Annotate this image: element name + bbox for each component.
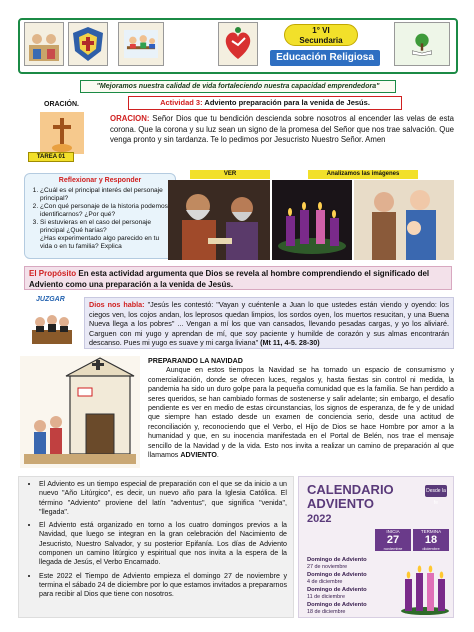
preparando-section: PREPARANDO LA NAVIDAD Aunque en estos tiempos la Navidad se ha tornado un espacio de consumismo y comercialización, donde se ofrecen luces, regalos y, hasta fiestas sin control ni medida, la pandemia ha sido un duro golpe para la pequeña comunidad que es la familia. Se han perdido a seres queridos, se han cambiado formas de sostenerse y salir adelante; sin embargo, el desafío pendiente es ver en medio de estas circunstancias, los signos de esperanza, de fe y de unidad que siempre han estado desde un examen de conciencia serio, desde una actitud de reconciliación y, reconociendo que el Verbo, el Hijo de Dios se hace Hombre por amor a la humanidad y que, en su inocencia manifestada en el Portal de Belén, nos trae el mensaje sencillo de la Navidad y de la vida. Esto nos invita a realizar un camino de preparación al que llamamos ADVIENTO. [148, 357, 454, 460]
course-badge [270, 24, 380, 70]
advent-candles-image [399, 561, 451, 615]
end-month: diciembre [422, 546, 440, 551]
elderly-men-image [168, 180, 270, 260]
preparando-title: PREPARANDO LA NAVIDAD [148, 357, 243, 365]
school-motto: "Mejoramos nuestra calidad de vida fortaleciendo nuestra capacidad emprendedora" [80, 80, 396, 93]
advent-wreath-image [272, 180, 352, 260]
start-date [375, 529, 411, 551]
sunday-date: 11 de diciembre [307, 594, 345, 600]
preparando-text: Aunque en estos tiempos la Navidad se ha tornado un espacio de consumismo y comercialización, donde se ofrecen luces, regalos y, hasta fiestas sin control ni medida, la pandemia ha sido un duro golpe para la pequeña comunidad que es la familia. Se han perdido a seres queridos, se han cambiado formas de sostenerse y salir adelante; sin embargo, el desafío pendiente es ver en medio de estas circunstancias, los signos de esperanza, de fe y de unidad que siempre han estado desde un examen de conciencia serio, desde una actitud de reconciliación y, reconociendo que el Verbo, el Hijo de Dios se hace Hombre por amor a la humanidad y que, en su inocencia manifestada en el Portal de Belén, nos trae el mensaje sencillo de la Navidad y de la vida. Esto nos invita a realizar un camino de preparación al que llamamos [148, 366, 454, 460]
sunday-event [307, 602, 397, 616]
crest-image [68, 22, 108, 66]
advent-calendar [298, 476, 454, 618]
sunday-event [307, 557, 397, 571]
activity-number: Actividad 3: [160, 98, 203, 107]
adviento-keyword: ADVIENTO [180, 451, 217, 460]
school-scene-image [24, 22, 64, 66]
question-item: 3. Si estuvieras en el caso del personaje principal ¿Qué harías? [40, 219, 170, 235]
calendar-title [307, 483, 394, 526]
candle-cross-image [40, 112, 84, 154]
proposito-box [24, 266, 452, 290]
sunday-name: Domingo de Adviento [307, 557, 367, 563]
activity-name: Adviento preparación para la venida de Jesús. [204, 98, 370, 107]
holy-family-image [354, 180, 454, 260]
sunday-name: Domingo de Adviento [307, 587, 367, 593]
start-month: noviembre [383, 546, 403, 551]
prayer-label: ORACION: [110, 114, 150, 123]
dios-label: Dios nos habla: [89, 300, 145, 309]
brand-logo: Desde la fe [425, 485, 447, 497]
sunday-name: Domingo de Adviento [307, 602, 367, 608]
info-bullet: • El Adviento es un tiempo especial de preparación con el que se da inicio a un nuevo "Año Litúrgico", es decir, un nuevo año para la Iglesia Católica. El término "Adviento" proviene del latín "adventus", que significa "venida", "llegada". [39, 480, 287, 517]
church-illustration [20, 356, 140, 468]
activity-title [128, 96, 402, 110]
sunday-event [307, 587, 397, 601]
question-item: 1. ¿Cuál es el principal interés del personaje principal? [40, 187, 170, 203]
dios-nos-habla-box [84, 297, 454, 349]
sunday-date: 27 de noviembre [307, 564, 348, 570]
calendar-dates [375, 529, 449, 551]
start-label: INICIA [386, 529, 400, 534]
dios-text: "Jesús les contestó: "Vayan y cuéntenle a Juan lo que ustedes están viendo y oyendo: los ciegos ven, los cojos andan, los leprosos quedan limpios, los sordos oyen, los muertos resucitan, y una Buena Nueva llega a los pobres" ... Vengan a mí los que van cansados, llevando pesadas cargas, y yo los aliviaré. Carguen con mi yugo y aprendan de mí, que soy paciente y humilde de corazón y sus almas encontrarán descanso. Pues mi yugo es suave y mi carga liviana" [89, 300, 450, 348]
reflexiona-box [24, 173, 176, 259]
calendar-title-line2: ADVIENTO [307, 496, 374, 511]
sunday-date: 18 de diciembre [307, 609, 346, 615]
adviento-info-box [18, 476, 294, 618]
juzgar-label: JUZGAR [36, 296, 65, 303]
reflexiona-title: Reflexionar y Responder [58, 177, 142, 184]
info-bullet: • Este 2022 el Tiempo de Adviento empieza el domingo 27 de noviembre y termina el sábado 24 de diciembre por lo que estamos invitados a prepararnos para recibir al Dios que tiene con nosotros. [39, 572, 287, 600]
prayer-text-block [110, 114, 454, 164]
proposito-label: El Propósito [29, 269, 77, 278]
tarea-badge: TAREA 01 [28, 152, 74, 162]
sunday-name: Domingo de Adviento [307, 572, 367, 578]
grade-pill [284, 24, 358, 46]
heart-dove-logo [218, 22, 258, 66]
grade-text: 1° VI [312, 26, 330, 35]
prayer-text: Señor Dios que tu bendición descienda sobre nosotros al encender las velas de esta corona. Que la corona y su luz sean un signo de la promesa del Señor que nos trae salvación. Que venga pronto y sin tardanza. Te lo pedimos por Jesucristo Nuestro Señor. Amen [110, 114, 454, 144]
question-item: 2. ¿Con qué personaje de la historia podemos identificarnos? ¿Por qué? [40, 203, 170, 219]
start-day: 27 [386, 534, 400, 546]
subject-title: Educación Religiosa [270, 50, 380, 66]
sunday-date: 4 de diciembre [307, 579, 343, 585]
end-day: 18 [424, 534, 438, 546]
tree-book-image [394, 22, 450, 66]
sunday-event [307, 572, 397, 586]
info-bullet: • El Adviento está organizado en torno a los cuatro domingos previos a la Navidad, que luego se integran en la gran celebración del Nacimiento de Jesucristo, Nuestro Salvador, y su posterior Epifanía. Los días de Adviento componen un camino litúrgico y espiritual que nos invita a la espera de la llegada de Jesús, el Verbo Encarnado. [39, 521, 287, 567]
judges-image [30, 306, 74, 346]
end-label: TERMINA [420, 529, 442, 534]
end-date [413, 529, 449, 551]
question-extra: ¿Has experimentado algo parecido en tu vida o en tu familia? Explica [40, 235, 160, 250]
proposito-text: En esta actividad argumenta que Dios se revela al hombre comprendiendo el significado del Adviento como una preparación a la venida de Jesús. [29, 269, 430, 289]
calendar-year: 2022 [307, 513, 332, 525]
classroom-image [118, 22, 164, 66]
ver-label: VER [190, 170, 270, 179]
bible-reference: (Mt 11, 4-5. 28-30) [260, 338, 320, 348]
level-text: Secundaria [299, 36, 343, 45]
analizamos-label: Analizamos las imágenes [308, 170, 418, 179]
oracion-label: ORACIÓN. [44, 101, 79, 108]
calendar-title-line1: CALENDARIO [307, 482, 394, 497]
